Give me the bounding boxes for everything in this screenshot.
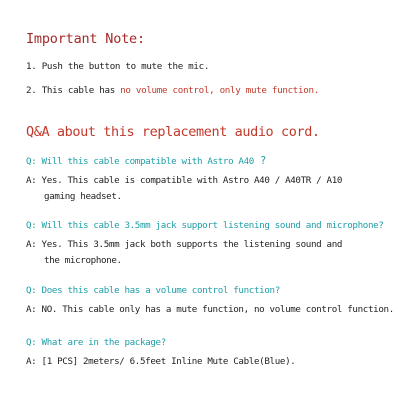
qa-answer-1-line-2: gaming headset. <box>44 191 122 202</box>
qa-answer-2-line-2: the microphone. <box>44 255 122 266</box>
qa-entry-2 <box>26 220 414 269</box>
note-item-2-highlight: no volume control, only mute function. <box>120 85 319 96</box>
qa-question-1 <box>26 155 414 168</box>
qa-answer-2 <box>26 237 414 269</box>
qa-answer-3 <box>26 302 414 318</box>
note-item-2-text: 2. This cable has <box>26 85 121 96</box>
qa-section-title: Q&A about this replacement audio cord. <box>26 124 320 140</box>
qa-answer-4 <box>26 354 414 370</box>
qa-question-3: Q: Does this cable has a volume control function? <box>26 285 280 296</box>
important-note-title: Important Note: <box>26 31 145 47</box>
qa-entry-4 <box>26 337 414 370</box>
qa-answer-2-line-1: A: Yes. This 3.5mm jack both supports the listening sound and <box>26 239 343 250</box>
qa-question-1-suffix: ? <box>253 155 266 167</box>
note-item-1 <box>26 61 209 72</box>
qa-question-1-text: Q: Will this cable compatible with Astro A40 <box>26 156 254 167</box>
qa-answer-3-line-1: A: NO. This cable only has a mute function, no volume control function. <box>26 304 394 315</box>
qa-question-2: Q: Will this cable 3.5mm jack support listening sound and microphone? <box>26 220 384 231</box>
qa-question-4: Q: What are in the package? <box>26 337 166 348</box>
qa-entry-1 <box>26 155 414 205</box>
note-item-2 <box>26 85 319 96</box>
note-item-1-text: 1. Push the button to mute the mic. <box>26 61 210 72</box>
qa-entry-3 <box>26 285 414 318</box>
qa-answer-1-line-1: A: Yes. This cable is compatible with Astro A40 / A40TR / A10 <box>26 175 343 186</box>
qa-answer-4-line-1: A: [1 PCS] 2meters/ 6.5feet Inline Mute Cable(Blue). <box>26 356 296 367</box>
qa-answer-1 <box>26 173 414 205</box>
